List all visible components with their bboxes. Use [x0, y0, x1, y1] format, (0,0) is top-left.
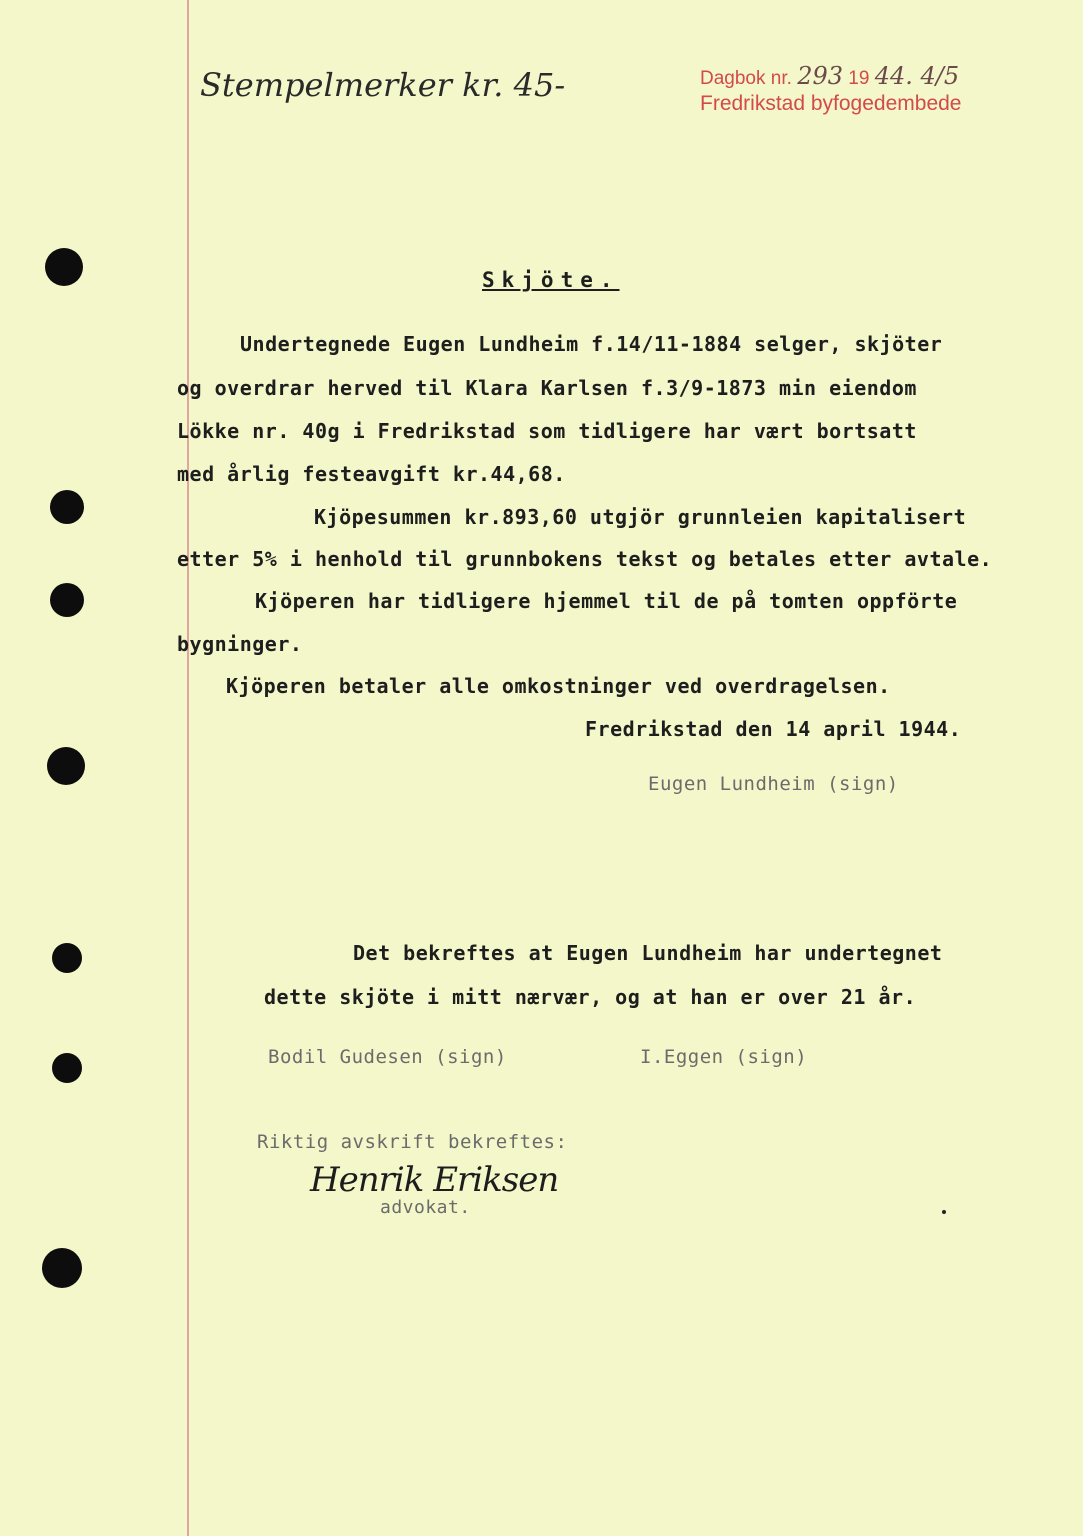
punch-hole	[50, 490, 84, 524]
journal-label: Dagbok nr.	[700, 68, 792, 89]
journal-year-prefix: 19	[848, 68, 870, 89]
witness-statement-line: Det bekreftes at Eugen Lundheim har undertegnet	[353, 941, 943, 965]
journal-stamp-office: Fredrikstad byfogedembede	[700, 92, 962, 115]
body-line: Kjöperen betaler alle omkostninger ved overdragelsen.	[226, 674, 891, 698]
witness-signature: I.Eggen (sign)	[640, 1046, 808, 1068]
certifier-signature: Henrik Eriksen	[310, 1160, 559, 1200]
punch-hole	[52, 943, 82, 973]
witness-statement-line: dette skjöte i mitt nærvær, og at han er over 21 år.	[264, 985, 917, 1009]
witness-signature: Bodil Gudesen (sign)	[268, 1046, 507, 1068]
certifier-title: advokat.	[380, 1197, 471, 1218]
body-line: Kjöperen har tidligere hjemmel til de på tomten oppförte	[255, 589, 958, 613]
body-line: med årlig festeavgift kr.44,68.	[177, 462, 566, 486]
body-line: Lökke nr. 40g i Fredrikstad som tidligere har vært bortsatt	[177, 419, 917, 443]
stamp-fee-note: Stempelmerker kr. 45-	[200, 66, 566, 104]
punch-hole	[50, 583, 84, 617]
punch-hole	[42, 1248, 82, 1288]
place-date: Fredrikstad den 14 april 1944.	[585, 717, 962, 741]
punch-hole	[52, 1053, 82, 1083]
seller-signature: Eugen Lundheim (sign)	[648, 773, 899, 795]
punch-hole	[47, 747, 85, 785]
margin-rule	[187, 0, 189, 1536]
journal-stamp-line1	[700, 62, 959, 90]
journal-number: 293	[797, 62, 843, 90]
document-title: Skjöte.	[482, 268, 620, 292]
body-line: bygninger.	[177, 632, 303, 656]
ink-dot	[942, 1210, 946, 1214]
body-line: etter 5% i henhold til grunnbokens tekst og betales etter avtale.	[177, 547, 993, 571]
body-line: Undertegnede Eugen Lundheim f.14/11-1884 selger, skjöter	[240, 332, 943, 356]
certification-text: Riktig avskrift bekreftes:	[257, 1131, 568, 1153]
body-line: og overdrar herved til Klara Karlsen f.3/9-1873 min eiendom	[177, 376, 917, 400]
journal-date: 44. 4/5	[874, 62, 960, 90]
body-line: Kjöpesummen kr.893,60 utgjör grunnleien kapitalisert	[314, 505, 967, 529]
punch-hole	[45, 248, 83, 286]
